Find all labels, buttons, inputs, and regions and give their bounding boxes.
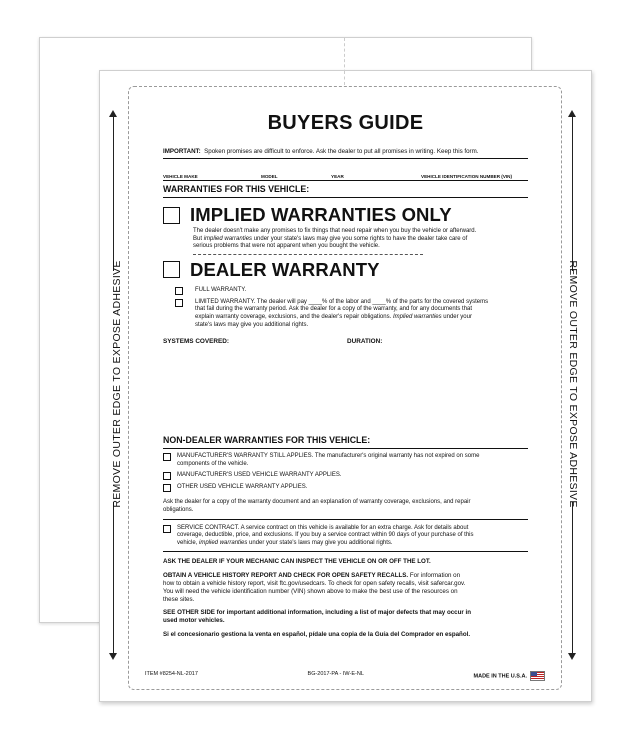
- us-flag-icon: [530, 671, 545, 681]
- warranties-heading: WARRANTIES FOR THIS VEHICLE:: [163, 184, 528, 198]
- history-report-text: OBTAIN A VEHICLE HISTORY REPORT AND CHECK FOR OPEN SAFETY RECALLS. For information on how to obtain a vehicle history report, visit ftc.gov/usedcars. To check for open safety recalls, visit safercar.gov. You will need the vehicle identification number (VIN) shown above to make the best use of the resources on these sites.: [163, 572, 466, 603]
- used-vehicle-warranty-option: MANUFACTURER'S USED VEHICLE WARRANTY APPLIES.: [163, 472, 528, 480]
- dealer-warranty-label: DEALER WARRANTY: [190, 258, 380, 280]
- limited-warranty-option: [175, 299, 528, 329]
- arrow-down-icon: [109, 653, 117, 660]
- full-warranty-label: FULL WARRANTY.: [195, 286, 247, 293]
- other-warranty-option: OTHER USED VEHICLE WARRANTY APPLIES.: [163, 484, 528, 492]
- made-in-usa: MADE IN THE U.S.A.: [474, 671, 545, 681]
- full-warranty-option: [175, 287, 528, 295]
- other-side-text: SEE OTHER SIDE for important additional information, including a list of major defects that may occur in used motor vehicles.: [163, 609, 472, 625]
- footer: [145, 671, 545, 681]
- coverage-labels: [163, 338, 528, 345]
- mfr-warranty-checkbox[interactable]: [163, 453, 171, 461]
- service-contract-option: SERVICE CONTRACT. A service contract on this vehicle is available for an extra charge. Ask for details about coverage, deductible, price, and exclusions. If you buy a service contract within 90 days of your purchase of this vehicle, implied warranties under your state's laws may give you additional rights.: [163, 525, 528, 553]
- implied-warranty-text: The dealer doesn't make any promises to fix things that need repair when you buy the vehicle or afterward. But implied warranties under your state's laws may give you some rights to have the dealer take care of serious problems that were not apparent when you bought the vehicle.: [193, 228, 477, 250]
- duration-label: DURATION:: [347, 338, 383, 346]
- limited-warranty-checkbox[interactable]: [175, 299, 183, 307]
- ask-mechanic-text: ASK THE DEALER IF YOUR MECHANIC CAN INSPECT THE VEHICLE ON OR OFF THE LOT.: [163, 558, 431, 566]
- left-side-text: REMOVE OUTER EDGE TO EXPOSE ADHESIVE: [111, 260, 123, 508]
- implied-warranty-option: [163, 204, 528, 226]
- systems-covered-label: SYSTEMS COVERED:: [163, 338, 230, 346]
- vin-field[interactable]: VEHICLE IDENTIFICATION NUMBER (VIN): [421, 174, 513, 179]
- buyers-guide-form: [163, 112, 528, 639]
- form-code: BG-2017-PA - IW-E-NL: [307, 671, 364, 677]
- fold-crease: [344, 71, 345, 85]
- systems-covered-area[interactable]: [163, 345, 528, 435]
- vehicle-info-row: [163, 174, 528, 181]
- arrow-down-icon: [568, 653, 576, 660]
- divider: [193, 254, 423, 255]
- non-dealer-heading: NON-DEALER WARRANTIES FOR THIS VEHICLE:: [163, 435, 528, 449]
- vehicle-make-field[interactable]: VEHICLE MAKE: [163, 174, 198, 179]
- other-warranty-checkbox[interactable]: [163, 484, 171, 492]
- year-field[interactable]: YEAR: [331, 174, 344, 179]
- full-warranty-checkbox[interactable]: [175, 287, 183, 295]
- used-vehicle-warranty-checkbox[interactable]: [163, 472, 171, 480]
- model-field[interactable]: MODEL: [261, 174, 278, 179]
- right-side-text: REMOVE OUTER EDGE TO EXPOSE ADHESIVE: [567, 260, 579, 508]
- service-contract-checkbox[interactable]: [163, 525, 171, 533]
- dealer-warranty-checkbox[interactable]: [163, 261, 180, 278]
- dealer-warranty-option: [163, 259, 528, 281]
- implied-warranty-checkbox[interactable]: [163, 207, 180, 224]
- limited-warranty-text: LIMITED WARRANTY. The dealer will pay ____% of the labor and ____% of the parts for the covered systems that fail during the warranty period. Ask the dealer for a copy of the warranty, and for any documents that explain warranty coverage, exclusions, and the dealer's repair obligations. Implied warranties under your state's laws may give you additional rights.: [195, 298, 489, 328]
- mfr-warranty-option: MANUFACTURER'S WARRANTY STILL APPLIES. The manufacturer's original warranty has not expired on some components of the vehicle.: [163, 453, 528, 468]
- spanish-notice: Si el concesionario gestiona la venta en español, pídale una copia de la Guía del Comprador en español.: [163, 630, 471, 638]
- page-title: BUYERS GUIDE: [267, 112, 424, 134]
- ask-dealer-text: Ask the dealer for a copy of the warranty document and an explanation of warranty coverage, exclusions, and repair obligations.: [163, 499, 528, 519]
- item-number: ITEM #8254-NL-2017: [145, 671, 198, 677]
- important-notice: IMPORTANT: Spoken promises are difficult to enforce. Ask the dealer to put all promises in writing. Keep this form.: [163, 148, 528, 159]
- implied-warranty-label: IMPLIED WARRANTIES ONLY: [190, 204, 452, 225]
